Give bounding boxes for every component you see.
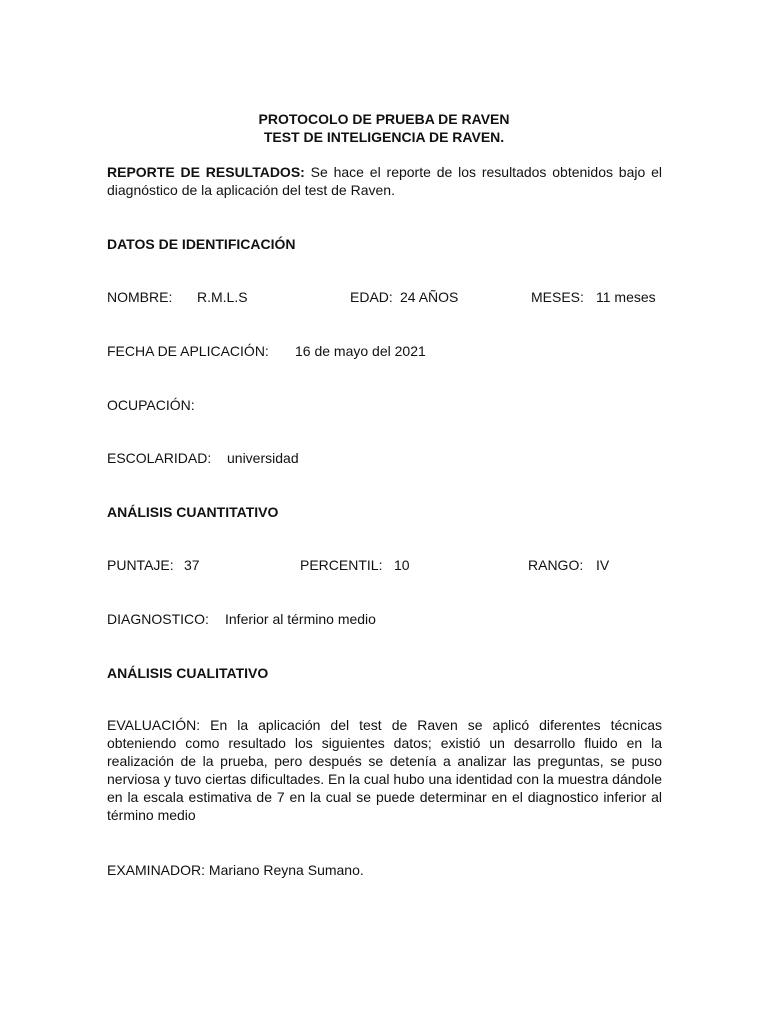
edad-label: EDAD: bbox=[350, 289, 393, 305]
evaluation-paragraph: EVALUACIÓN: En la aplicación del test de Raven se aplicó diferentes técnicas obteniendo como resultado los siguientes datos; existió un desarrollo fluido en la realización de la prueba, pero después se detenía a analizar las preguntas, se puso nerviosa y tuvo ciertas dificultades. En la cual hubo una identidad con la muestra dándole en la escala estimativa de 7 en la cual se puede determinar en el diagnostico inferior al término medio bbox=[107, 717, 662, 823]
fecha-label: FECHA DE APLICACIÓN: bbox=[107, 343, 269, 359]
puntaje-label: PUNTAJE: bbox=[107, 557, 174, 573]
percentil-label: PERCENTIL: bbox=[300, 557, 383, 573]
meses-label: MESES: bbox=[531, 289, 584, 305]
fecha-value: 16 de mayo del 2021 bbox=[295, 343, 426, 359]
document-title-line-2: TEST DE INTELIGENCIA DE RAVEN. bbox=[263, 129, 505, 145]
puntaje-value: 37 bbox=[184, 557, 200, 573]
examiner-line bbox=[107, 861, 364, 879]
document-title-line-1: PROTOCOLO DE PRUEBA DE RAVEN bbox=[258, 111, 510, 127]
identification-heading: DATOS DE IDENTIFICACIÓN bbox=[107, 236, 296, 252]
percentil-value: 10 bbox=[394, 557, 410, 573]
report-text: Se hace el reporte de los resultados obtenidos bajo el diagnóstico de la aplicación del test de Raven. bbox=[107, 164, 663, 198]
examiner-label: EXAMINADOR: bbox=[107, 862, 206, 878]
report-paragraph bbox=[107, 163, 662, 199]
qualitative-heading: ANÁLISIS CUALITATIVO bbox=[107, 665, 269, 681]
diagnostico-label: DIAGNOSTICO: bbox=[107, 611, 209, 627]
ocupacion-label: OCUPACIÓN: bbox=[107, 397, 195, 413]
diagnostico-value: Inferior al término medio bbox=[225, 611, 376, 627]
escolaridad-label: ESCOLARIDAD: bbox=[107, 450, 212, 466]
nombre-value: R.M.L.S bbox=[197, 289, 248, 305]
examiner-value: Mariano Reyna Sumano. bbox=[208, 862, 364, 878]
nombre-label: NOMBRE: bbox=[107, 289, 173, 305]
quantitative-heading: ANÁLISIS CUANTITATIVO bbox=[107, 504, 279, 520]
edad-value: 24 AÑOS bbox=[400, 289, 459, 305]
rango-label: RANGO: bbox=[528, 557, 584, 573]
escolaridad-value: universidad bbox=[227, 450, 299, 466]
rango-value: IV bbox=[596, 557, 610, 573]
meses-value: 11 meses bbox=[596, 289, 656, 305]
report-label: REPORTE DE RESULTADOS: bbox=[107, 164, 305, 180]
